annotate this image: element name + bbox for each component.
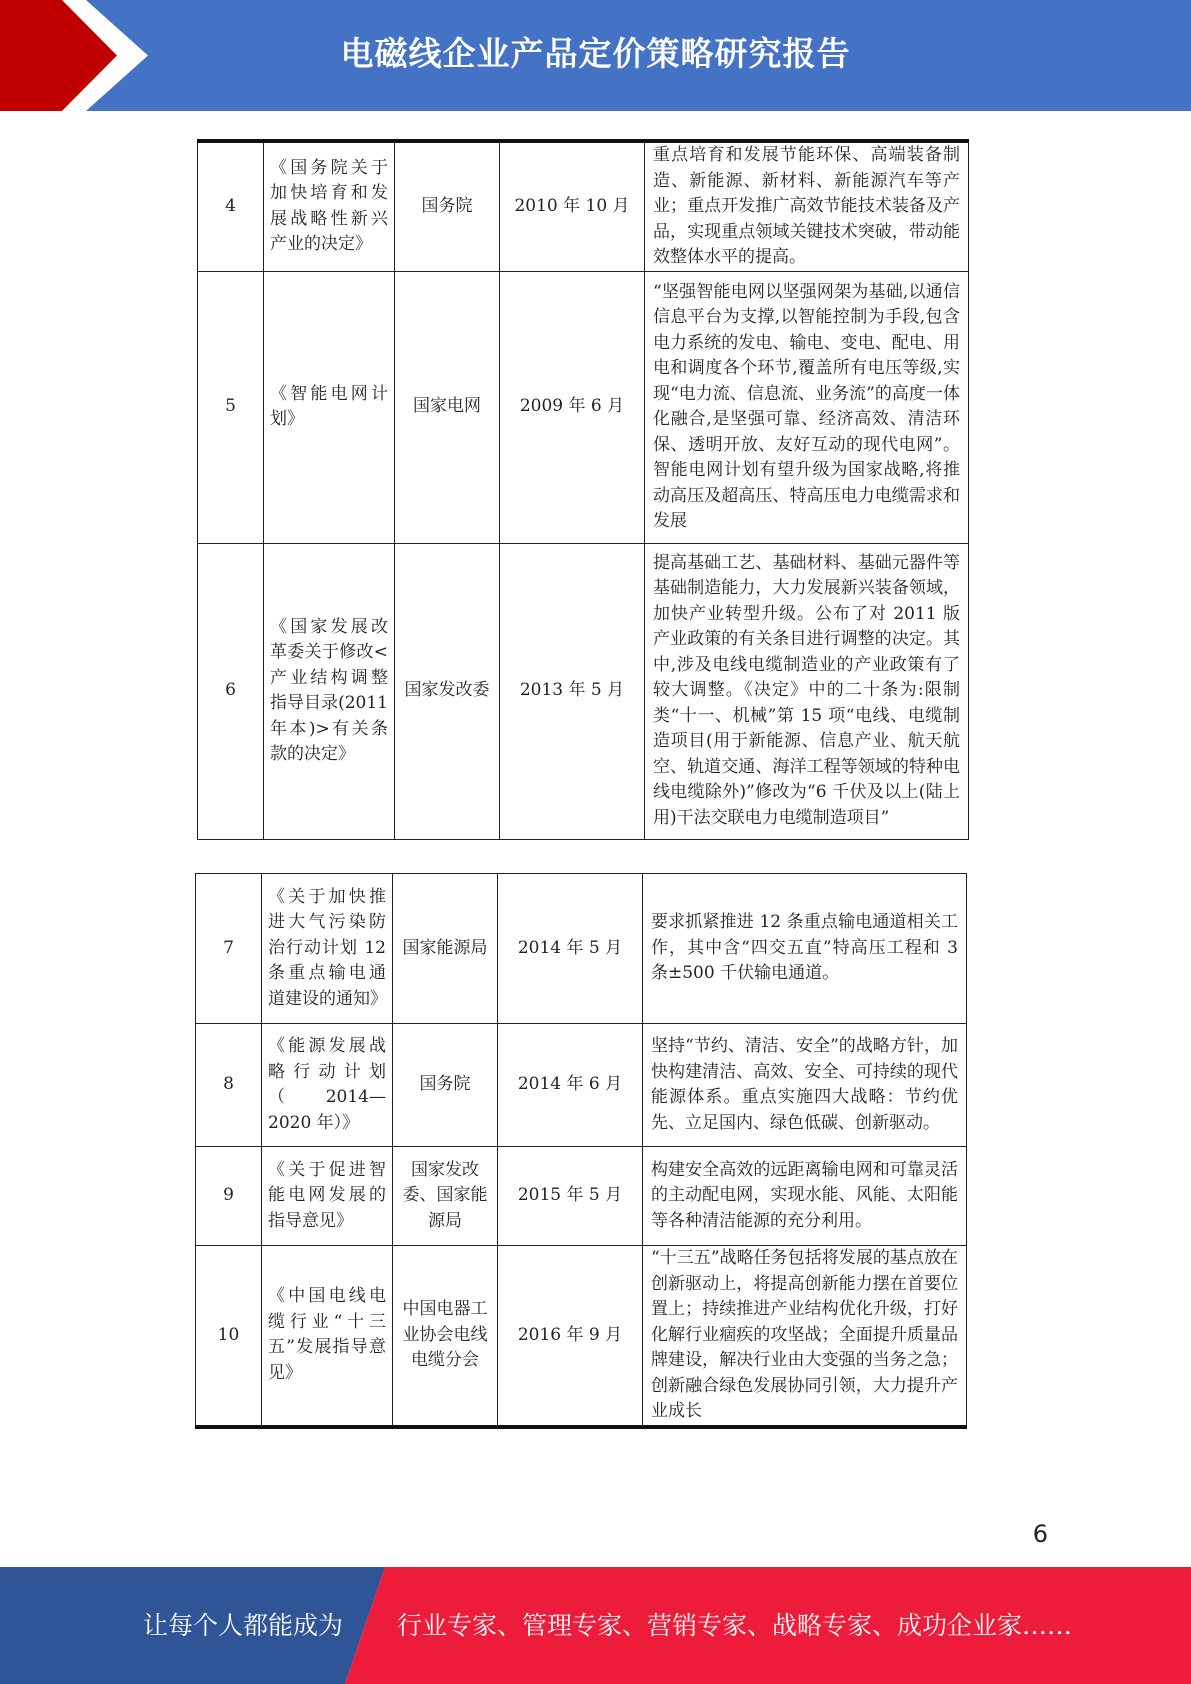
- table-row: [196, 1147, 967, 1246]
- policy-name: 《智能电网计划》: [264, 271, 395, 543]
- table-row: [198, 543, 969, 839]
- policy-content: 重点培育和发展节能环保、高端装备制造、新能源、新材料、新能源汽车等产业；重点开发推广高效节能技术装备及产品，实现重点领域关键技术突破，带动能效整体水平的提高。: [645, 141, 969, 271]
- policy-table-b: [195, 873, 967, 1429]
- table-row: [196, 874, 967, 1024]
- policy-content: 提高基础工艺、基础材料、基础元器件等基础制造能力，大力发展新兴装备领域，加快产业转型升级。公布了对 2011 版产业政策的有关条目进行调整的决定。其中,涉及电线电缆制造业的产业政策有了较大调整。《决定》中的二十条为:限制类“十一、机械”第 15 项“电线、电缆制造项目(用于新能源、信息产业、航天航空、轨道交通、海洋工程等领域的特种电线电缆除外)”修改为“6 千伏及以上(陆上用)干法交联电力电缆制造项目”: [645, 543, 969, 839]
- policy-name: 《能源发展战略行动计划（2014—2020 年）》: [262, 1024, 393, 1147]
- table-row: [196, 1246, 967, 1427]
- policy-date: 2010 年 10 月: [500, 141, 645, 271]
- policy-issuer: 国家电网: [395, 271, 500, 543]
- policy-name: 《国务院关于加快培育和发展战略性新兴产业的决定》: [264, 141, 395, 271]
- row-number: 5: [198, 271, 264, 543]
- policy-name: 《中国电线电缆行业“十三五”发展指导意见》: [262, 1246, 393, 1427]
- policy-date: 2015 年 5 月: [498, 1147, 643, 1246]
- row-number: 7: [196, 874, 262, 1024]
- table-row: [198, 141, 969, 271]
- page-title: 电磁线企业产品定价策略研究报告: [340, 34, 851, 73]
- policy-issuer: 中国电器工业协会电线电缆分会: [393, 1246, 498, 1427]
- policy-date: 2009 年 6 月: [500, 271, 645, 543]
- policy-issuer: 国家发改委、国家能源局: [393, 1147, 498, 1246]
- table-row: [198, 271, 969, 543]
- policy-content: 构建安全高效的远距离输电网和可靠灵活的主动配电网，实现水能、风能、太阳能等各种清洁能源的充分利用。: [643, 1147, 967, 1246]
- row-number: 9: [196, 1147, 262, 1246]
- policy-date: 2014 年 5 月: [498, 874, 643, 1024]
- table-row: [196, 1024, 967, 1147]
- policy-content: 要求抓紧推进 12 条重点输电通道相关工作，其中含“四交五直”特高压工程和 3 条±500 千伏输电通道。: [643, 874, 967, 1024]
- policy-date: 2016 年 9 月: [498, 1246, 643, 1427]
- row-number: 10: [196, 1246, 262, 1427]
- policy-issuer: 国家能源局: [393, 874, 498, 1024]
- policy-content: 坚持“节约、清洁、安全”的战略方针，加快构建清洁、高效、安全、可持续的现代能源体系。重点实施四大战略：节约优先、立足国内、绿色低碳、创新驱动。: [643, 1024, 967, 1147]
- policy-table-a: [197, 139, 969, 840]
- policy-name: 《国家发展改革委关于修改<产业结构调整指导目录(2011 年本)>有关条款的决定》: [264, 543, 395, 839]
- page-number: 6: [1032, 1520, 1048, 1548]
- footer-banner: [0, 1567, 1191, 1684]
- row-number: 6: [198, 543, 264, 839]
- policy-name: 《关于促进智能电网发展的指导意见》: [262, 1147, 393, 1246]
- policy-name: 《关于加快推进大气污染防治行动计划 12 条重点输电通道建设的通知》: [262, 874, 393, 1024]
- policy-content: “十三五”战略任务包括将发展的基点放在创新驱动上，将提高创新能力摆在首要位置上；持续推进产业结构优化升级，打好化解行业痼疾的攻坚战；全面提升质量品牌建设，解决行业由大变强的当务之急；创新融合绿色发展协同引领，大力提升产业成长: [643, 1246, 967, 1427]
- policy-issuer: 国务院: [393, 1024, 498, 1147]
- header-banner: [0, 0, 1191, 111]
- policy-date: 2014 年 6 月: [498, 1024, 643, 1147]
- footer-slogan-left: 让每个人都能成为: [143, 1611, 344, 1640]
- policy-content: “坚强智能电网以坚强网架为基础,以通信信息平台为支撑,以智能控制为手段,包含电力系统的发电、输电、变电、配电、用电和调度各个环节,覆盖所有电压等级,实现“电力流、信息流、业务流”的高度一体化融合,是坚强可靠、经济高效、清洁环保、透明开放、友好互动的现代电网”。智能电网计划有望升级为国家战略,将推动高压及超高压、特高压电力电缆需求和发展: [645, 271, 969, 543]
- footer-slogan-right: 行业专家、管理专家、营销专家、战略专家、成功企业家……: [397, 1611, 1073, 1640]
- policy-date: 2013 年 5 月: [500, 543, 645, 839]
- row-number: 4: [198, 141, 264, 271]
- policy-issuer: 国家发改委: [395, 543, 500, 839]
- row-number: 8: [196, 1024, 262, 1147]
- policy-issuer: 国务院: [395, 141, 500, 271]
